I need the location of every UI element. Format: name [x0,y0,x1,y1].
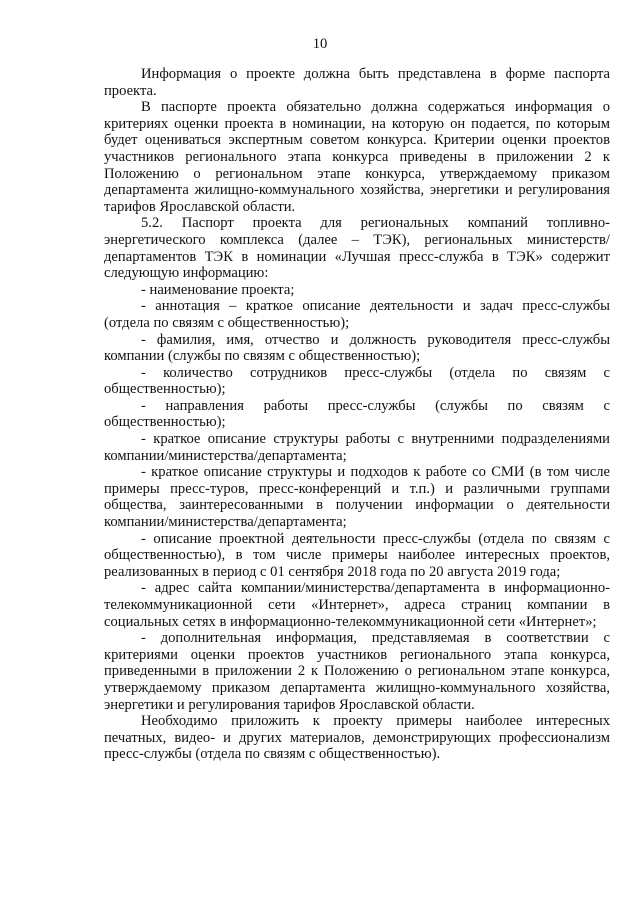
list-item-project-activity: - описание проектной деятельности пресс-службы (отдела по связям с общественностью), в том числе примеры наиболее интересных проектов, реализованных в период с 01 сентября 2018 года по 20 августа 2019 года; [104,530,610,580]
paragraph-attach-materials: Необходимо приложить к проекту примеры наиболее интересных печатных, видео- и других материалов, демонстрирующих профессионализм пресс-службы (отдела по связям с общественностью). [104,713,610,763]
paragraph-passport-intro: Информация о проекте должна быть представлена в форме паспорта проекта. [104,66,610,99]
paragraph-section-5-2: 5.2. Паспорт проекта для региональных компаний топливно-энергетического комплекса (далее – ТЭК), региональных министерств/департаментов ТЭК в номинации «Лучшая пресс-служба в ТЭК» содержит следующую информацию: [104,215,610,282]
list-item-head-of-press-service: - фамилия, имя, отчество и должность руководителя пресс-службы компании (службы по связям с общественностью); [104,331,610,365]
list-item-project-name: - наименование проекта; [141,281,295,298]
list-item-work-directions: - направления работы пресс-службы (службы по связям с общественностью); [104,397,610,431]
list-item-media-approach: - краткое описание структуры и подходов к работе со СМИ (в том числе примеры пресс-туров, пресс-конференций и т.п.) и различными группами общества, заинтересованными в получении информации о деятельности компании/министерства/департамента; [104,464,610,531]
list-item-additional-info: - дополнительная информация, представляемая в соответствии с критериями оценки проектов участников регионального этапа конкурса, приведенными в приложении 2 к Положению о региональном этапе конкурса, утверждаемому приказом департамента жилищно-коммунального хозяйства, энергетики и регулирования тарифов Ярославской области. [104,630,610,713]
list-item-staff-count: - количество сотрудников пресс-службы (отдела по связям с общественностью); [104,364,610,398]
paragraph-criteria: В паспорте проекта обязательно должна содержаться информация о критериях оценки проекта в номинации, на которую он подается, по которым будет оцениваться экспертным советом конкурса. Критерии оценки проектов участников регионального этапа конкурса приведены в приложении 2 к Положению о региональном этапе конкурса, утверждаемому приказом департамента жилищно-коммунального хозяйства, энергетики и регулирования тарифов Ярославской области. [104,99,610,215]
list-item-annotation: - аннотация – краткое описание деятельности и задач пресс-службы (отдела по связям с общественностью); [104,298,610,331]
list-item-internal-structure: - краткое описание структуры работы с внутренними подразделениями компании/министерства/департамента; [104,431,610,464]
page-number: 10 [312,36,328,52]
list-item-website-address: - адрес сайта компании/министерства/департамента в информационно-телекоммуникационной сети «Интернет», адреса страниц компании в социальных сетях в информационно-телекоммуникационной сети «Интернет»; [104,580,610,630]
document-body [104,66,610,763]
